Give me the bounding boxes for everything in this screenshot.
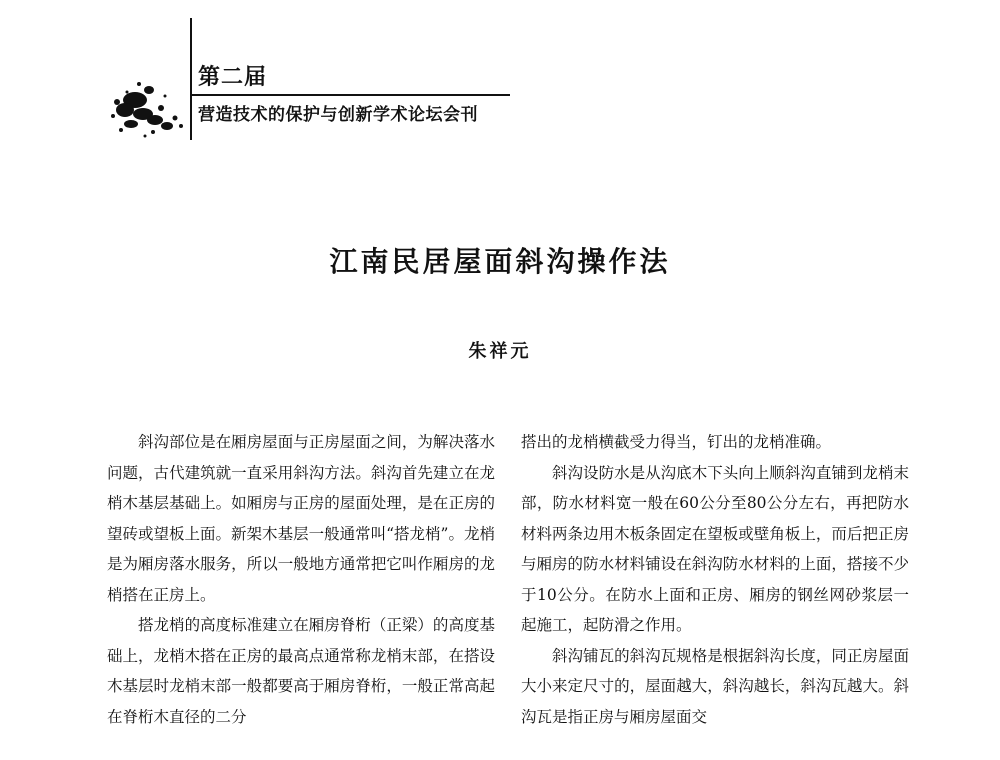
article-title: 江南民居屋面斜沟操作法	[329, 245, 671, 278]
body-column-right	[521, 427, 909, 732]
article-author: 朱祥元	[468, 341, 532, 362]
paragraph: 斜沟部位是在厢房屋面与正房屋面之间，为解决落水问题，古代建筑就一直采用斜沟方法。斜沟首先建立在龙梢木基层基础上。如厢房与正房的屋面处理，是在正房的望砖或望板上面。新架木基层一般通常叫“搭龙梢”。龙梢是为厢房落水服务，所以一般地方通常把它叫作厢房的龙梢搭在正房上。	[107, 433, 495, 604]
journal-header	[0, 0, 1000, 150]
body-column-left	[107, 427, 495, 732]
header-horizontal-rule	[192, 94, 510, 96]
paragraph: 搭龙梢的高度标准建立在厢房脊桁（正梁）的高度基础上，龙梢木搭在正房的最高点通常称龙梢末部，在搭设木基层时龙梢末部一般都要高于厢房脊桁，一般正常高起在脊桁木直径的二分	[107, 616, 495, 726]
journal-series-title: 营造技术的保护与创新学术论坛会刊	[198, 105, 478, 125]
edition-label: 第二届	[198, 65, 268, 90]
header-vertical-rule	[190, 18, 192, 140]
paragraph: 斜沟设防水是从沟底木下头向上顺斜沟直铺到龙梢末部，防水材料宽一般在60公分至80公分左右，再把防水材料两条边用木板条固定在望板或壁角板上，而后把正房与厢房的防水材料铺设在斜沟防水材料的上面，搭接不少于10公分。在防水上面和正房、厢房的钢丝网砂浆层一起施工，起防滑之作用。	[521, 463, 909, 634]
paragraph: 斜沟铺瓦的斜沟瓦规格是根据斜沟长度，同正房屋面大小来定尺寸的，屋面越大，斜沟越长，斜沟瓦越大。斜沟瓦是指正房与厢房屋面交	[521, 646, 909, 726]
ink-tree-logo-icon	[105, 70, 189, 142]
paragraph-continued: 搭出的龙梢横截受力得当，钉出的龙梢准确。	[521, 433, 832, 451]
